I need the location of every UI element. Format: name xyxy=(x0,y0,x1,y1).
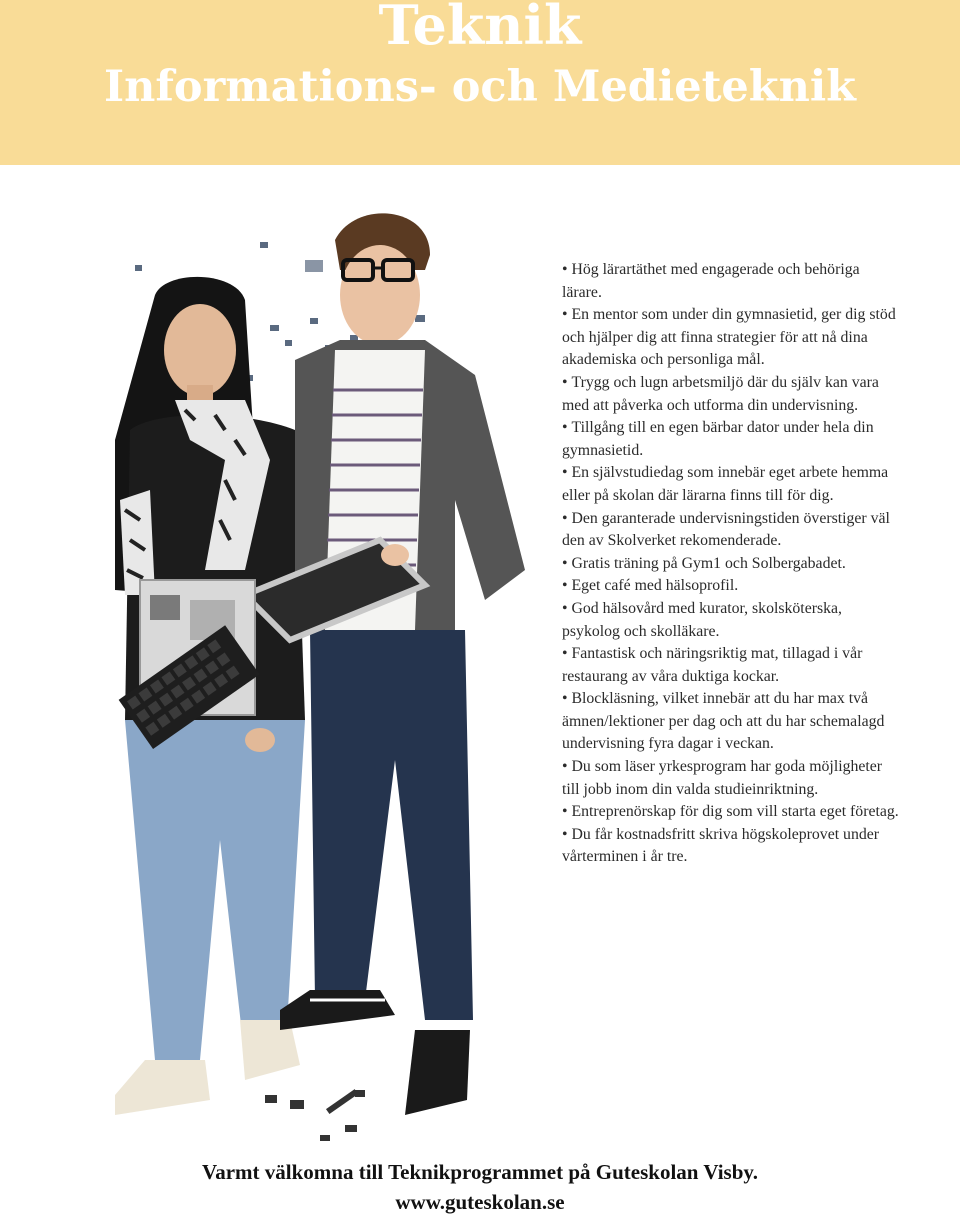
hand xyxy=(245,728,275,752)
list-item: • Du får kostnadsfritt skriva högskoleprovet under vårterminen i år tre. xyxy=(562,824,902,869)
page-subtitle: Informations- och Medieteknik xyxy=(104,62,856,112)
list-item: • En självstudiedag som innebär eget arbete hemma eller på skolan där lärarna finns till för dig. xyxy=(562,462,902,507)
list-item: • Den garanterade undervisningstiden överstiger väl den av Skolverket rekomenderade. xyxy=(562,508,902,553)
hand xyxy=(381,544,409,566)
benefits-list xyxy=(562,259,902,869)
header-banner xyxy=(0,0,960,165)
list-item: • En mentor som under din gymnasietid, ger dig stöd och hjälper dig att finna strategier för att nå dina akademiska och personliga mål. xyxy=(562,304,902,372)
list-item: • Entreprenörskap för dig som vill starta eget företag. xyxy=(562,801,902,824)
list-item: • Gratis träning på Gym1 och Solbergabadet. xyxy=(562,553,902,576)
welcome-text: Varmt välkomna till Teknikprogrammet på Guteskolan Visby. xyxy=(201,1160,759,1184)
page-title: Teknik xyxy=(378,0,582,57)
list-item: • Trygg och lugn arbetsmiljö där du själv kan vara med att påverka och utforma din undervisning. xyxy=(562,372,902,417)
students-photo xyxy=(95,200,535,1150)
list-item: • Hög lärartäthet med engagerade och behöriga lärare. xyxy=(562,259,902,304)
list-item: • Blockläsning, vilket innebär att du har max två ämnen/lektioner per dag och att du har schemalagd undervisning fyra dagar i veckan. xyxy=(562,688,902,756)
list-item: • Tillgång till en egen bärbar dator under hela din gymnasietid. xyxy=(562,417,902,462)
student-boy xyxy=(280,213,525,1115)
list-item: • God hälsovård med kurator, skolsköterska, psykolog och skolläkare. xyxy=(562,598,902,643)
footer xyxy=(0,1157,960,1217)
list-item: • Du som läser yrkesprogram har goda möjligheter till jobb inom din valda studieinriktning. xyxy=(562,756,902,801)
list-item: • Fantastisk och näringsriktig mat, tillagad i vår restaurang av våra duktiga kockar. xyxy=(562,643,902,688)
website-link[interactable]: www.guteskolan.se xyxy=(395,1190,565,1214)
list-item: • Eget café med hälsoprofil. xyxy=(562,575,902,598)
floor-parts xyxy=(265,1089,365,1141)
